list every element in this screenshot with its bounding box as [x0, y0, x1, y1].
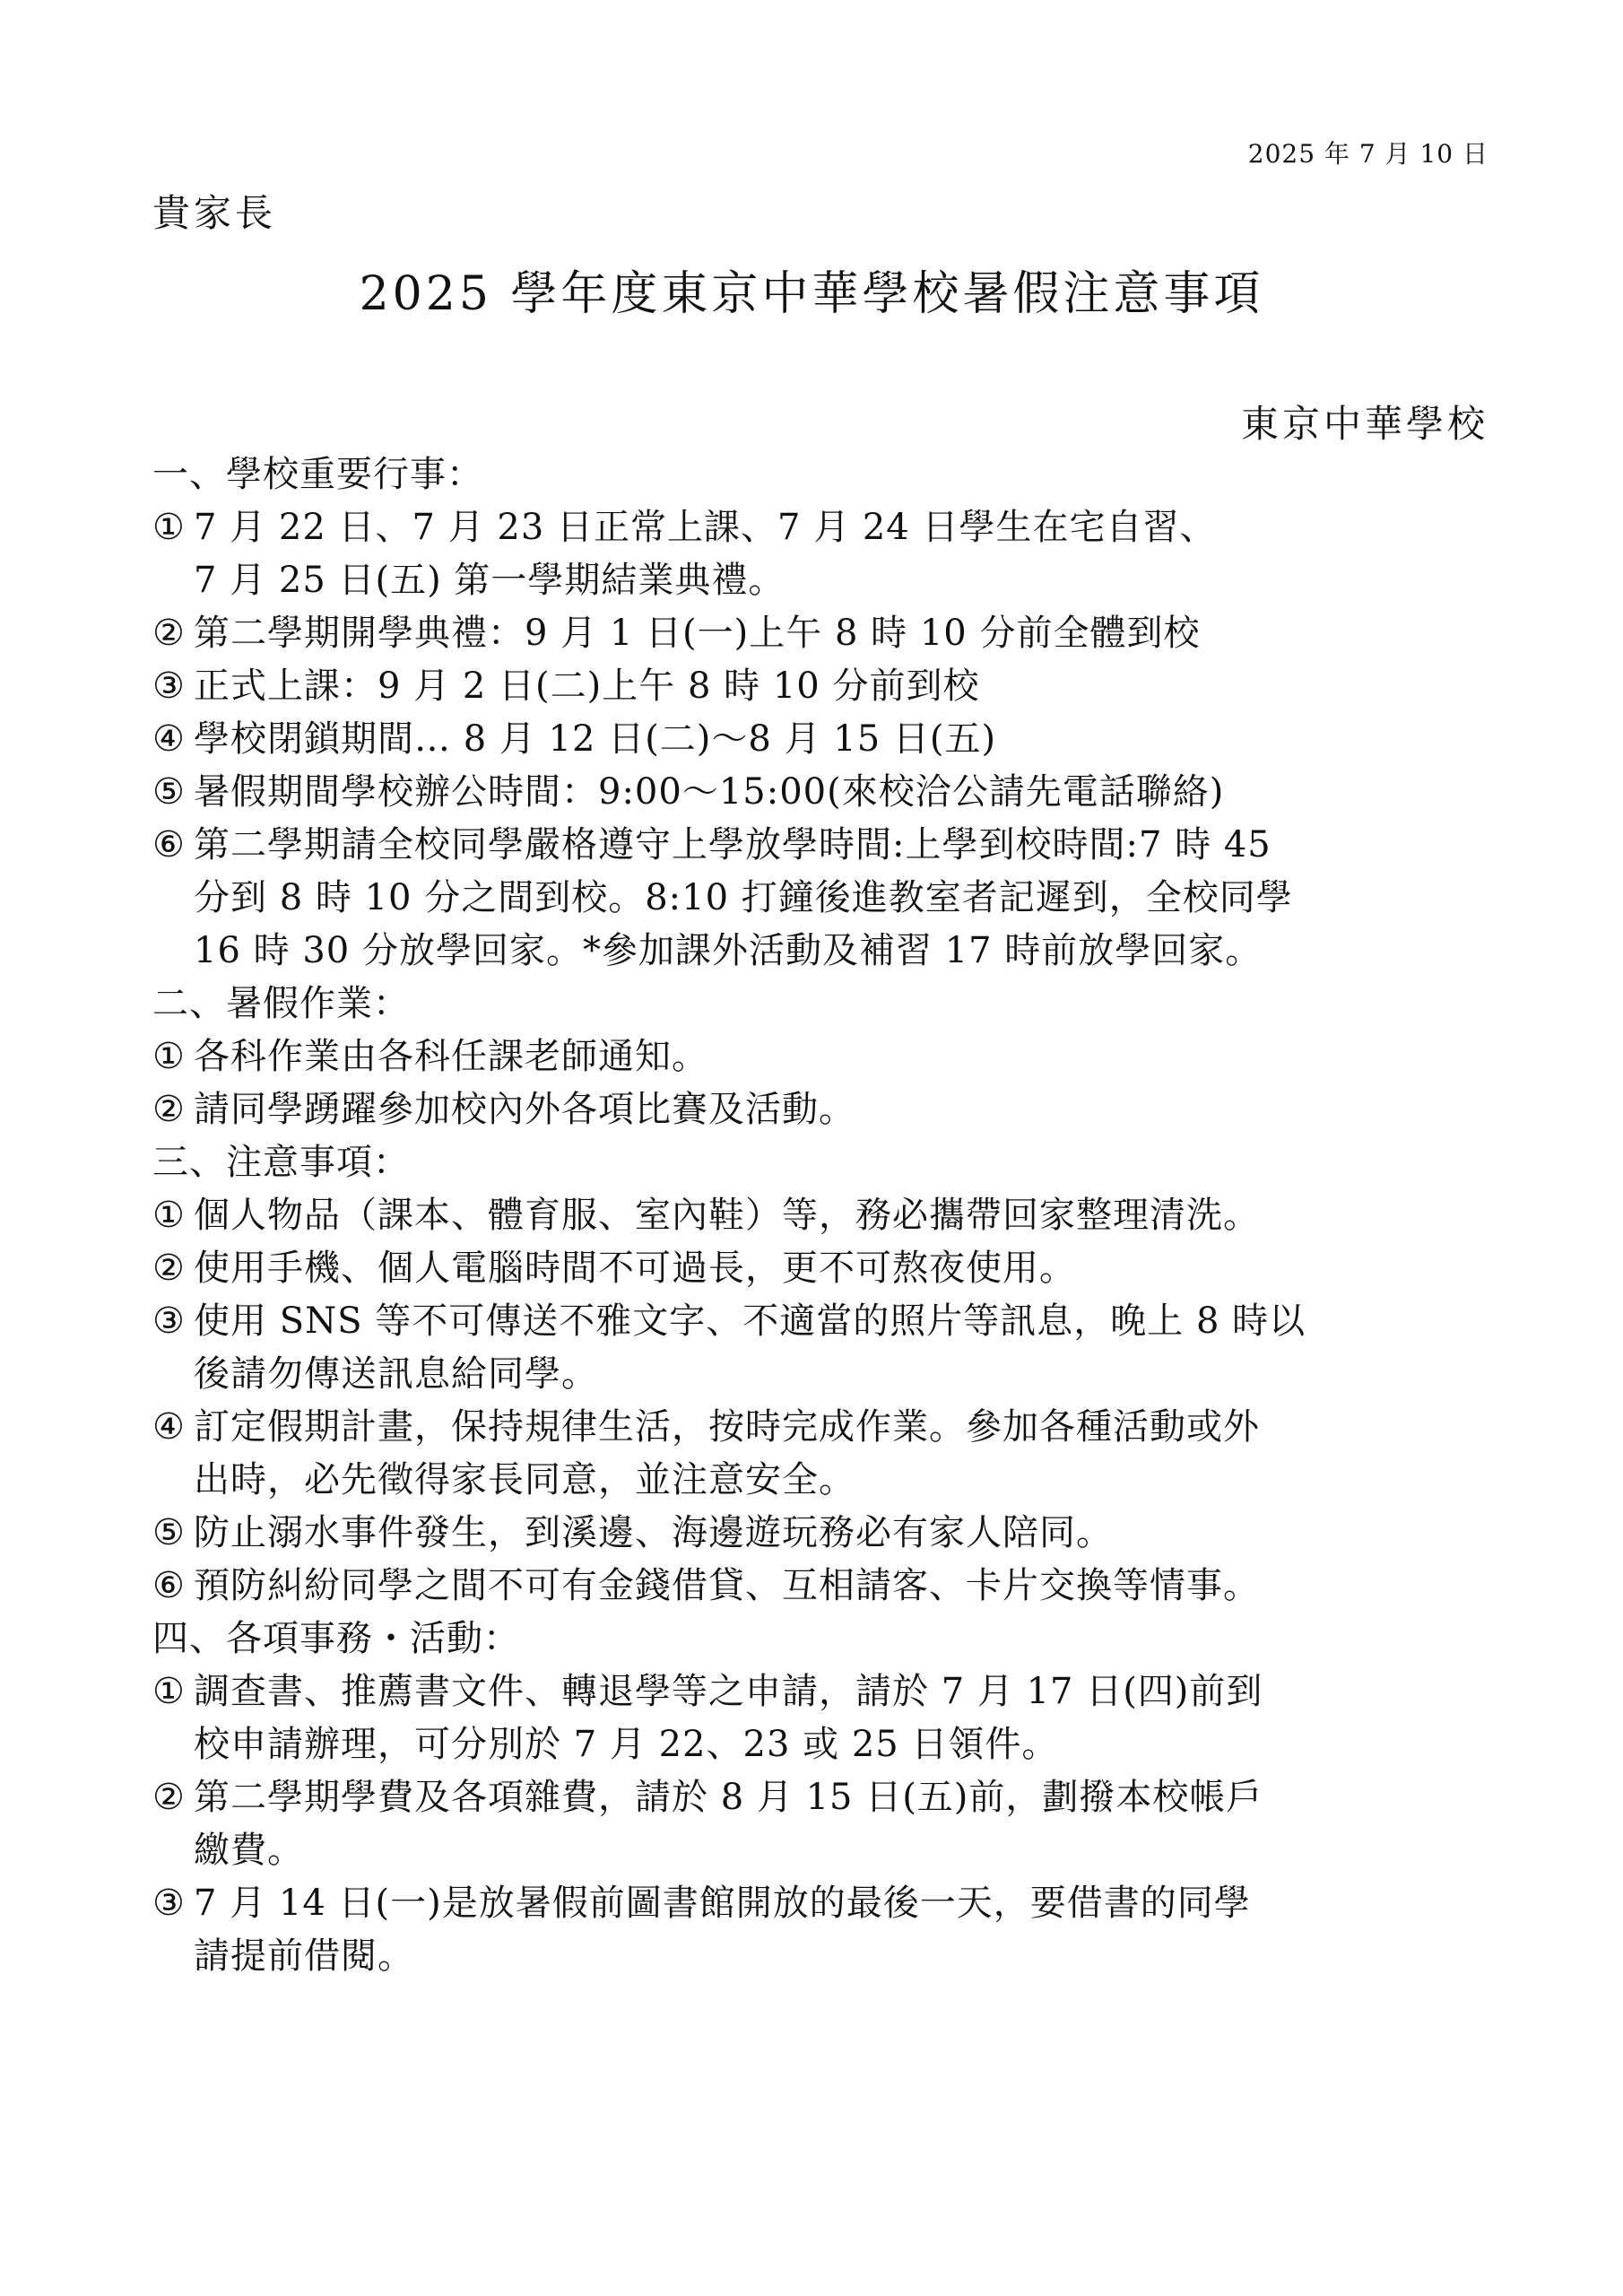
item-text: 使用 SNS 等不可傳送不雅文字、不適當的照片等訊息，晚上 8 時以 後請勿傳送訊息給同學。: [194, 1300, 1306, 1395]
item-number: ⑤: [152, 771, 186, 813]
list-item: [152, 819, 1497, 978]
list-item: [152, 1242, 1497, 1295]
list-item: [152, 1083, 1497, 1136]
list-item: [152, 1771, 1497, 1877]
item-text: 學校閉鎖期間… 8 月 12 日(二)～8 月 15 日(五): [194, 718, 997, 760]
list-item: [152, 1665, 1497, 1771]
item-text: 訂定假期計畫，保持規律生活，按時完成作業。參加各種活動或外 出時，必先徵得家長同意，並注意安全。: [194, 1406, 1260, 1500]
item-text: 7 月 22 日、7 月 23 日正常上課、7 月 24 日學生在宅自習、 7 月 25 日(五) 第一學期結業典禮。: [194, 507, 1217, 601]
section-heading: 二、暑假作業：: [152, 983, 410, 1024]
item-number: ②: [152, 1248, 186, 1289]
item-text: 第二學期學費及各項雜費，請於 8 月 15 日(五)前，劃撥本校帳戶 繳費。: [194, 1777, 1263, 1871]
item-text: 第二學期請全校同學嚴格遵守上學放學時間:上學到校時間:7 時 45 分到 8 時 10 分之間到校。8:10 打鐘後進教室者記遲到，全校同學 16 時 30 分放學回家。*參加課外活動及補習 17 時前放學回家。: [194, 824, 1293, 971]
notice-date: 2025 年 7 月 10 日: [1247, 139, 1488, 169]
item-text: 各科作業由各科任課老師通知。: [194, 1036, 708, 1077]
item-number: ⑥: [152, 1565, 186, 1606]
list-item: [152, 1401, 1497, 1507]
item-number: ④: [152, 718, 186, 760]
salutation: 貴家長: [152, 191, 277, 235]
item-number: ①: [152, 1671, 186, 1712]
item-number: ③: [152, 665, 186, 707]
item-number: ③: [152, 1300, 186, 1342]
item-number: ②: [152, 1777, 186, 1818]
item-text: 防止溺水事件發生，到溪邊、海邊遊玩務必有家人陪同。: [194, 1512, 1113, 1553]
list-item: [152, 1031, 1497, 1083]
list-item: [152, 1295, 1497, 1401]
list-item: [152, 1189, 1497, 1242]
item-text: 7 月 14 日(一)是放暑假前圖書館開放的最後一天，要借書的同學 請提前借閱。: [194, 1883, 1251, 1977]
item-text: 正式上課：9 月 2 日(二)上午 8 時 10 分前到校: [194, 665, 980, 707]
list-item: [152, 501, 1497, 607]
section-summer-homework: [152, 978, 1497, 1136]
list-item: [152, 1507, 1497, 1560]
item-text: 暑假期間學校辦公時間：9:00～15:00(來校洽公請先電話聯絡): [194, 771, 1225, 813]
section-affairs-activities: [152, 1613, 1497, 1983]
item-number: ①: [152, 1036, 186, 1077]
section-heading: 三、注意事項：: [152, 1142, 410, 1183]
item-text: 預防糾紛同學之間不可有金錢借貸、互相請客、卡片交換等情事。: [194, 1565, 1260, 1606]
section-heading: 一、學校重要行事：: [152, 454, 483, 495]
item-number: ②: [152, 1089, 186, 1130]
section-heading: 四、各項事務・活動：: [152, 1618, 520, 1659]
list-item: [152, 766, 1497, 819]
item-number: ②: [152, 613, 186, 654]
issuer-name: 東京中華學校: [1240, 402, 1488, 446]
list-item: [152, 660, 1497, 713]
notice-title: 2025 學年度東京中華學校暑假注意事項: [359, 267, 1264, 321]
item-number: ④: [152, 1406, 186, 1448]
item-text: 使用手機、個人電腦時間不可過長，更不可熬夜使用。: [194, 1248, 1076, 1289]
section-school-events: [152, 448, 1497, 978]
list-item: [152, 1560, 1497, 1613]
list-item: [152, 607, 1497, 660]
list-item: [152, 1877, 1497, 1983]
item-number: ⑤: [152, 1512, 186, 1553]
item-text: 請同學踴躍參加校內外各項比賽及活動。: [194, 1089, 855, 1130]
item-number: ⑥: [152, 824, 186, 865]
notice-body: [152, 448, 1497, 1983]
item-number: ①: [152, 507, 186, 548]
item-number: ①: [152, 1195, 186, 1236]
item-text: 個人物品（課本、體育服、室內鞋）等，務必攜帶回家整理清洗。: [194, 1195, 1260, 1236]
item-text: 調查書、推薦書文件、轉退學等之申請，請於 7 月 17 日(四)前到 校申請辦理，可分別於 7 月 22、23 或 25 日領件。: [194, 1671, 1263, 1765]
section-precautions: [152, 1136, 1497, 1613]
list-item: [152, 713, 1497, 766]
item-number: ③: [152, 1883, 186, 1924]
item-text: 第二學期開學典禮：9 月 1 日(一)上午 8 時 10 分前全體到校: [194, 613, 1201, 654]
